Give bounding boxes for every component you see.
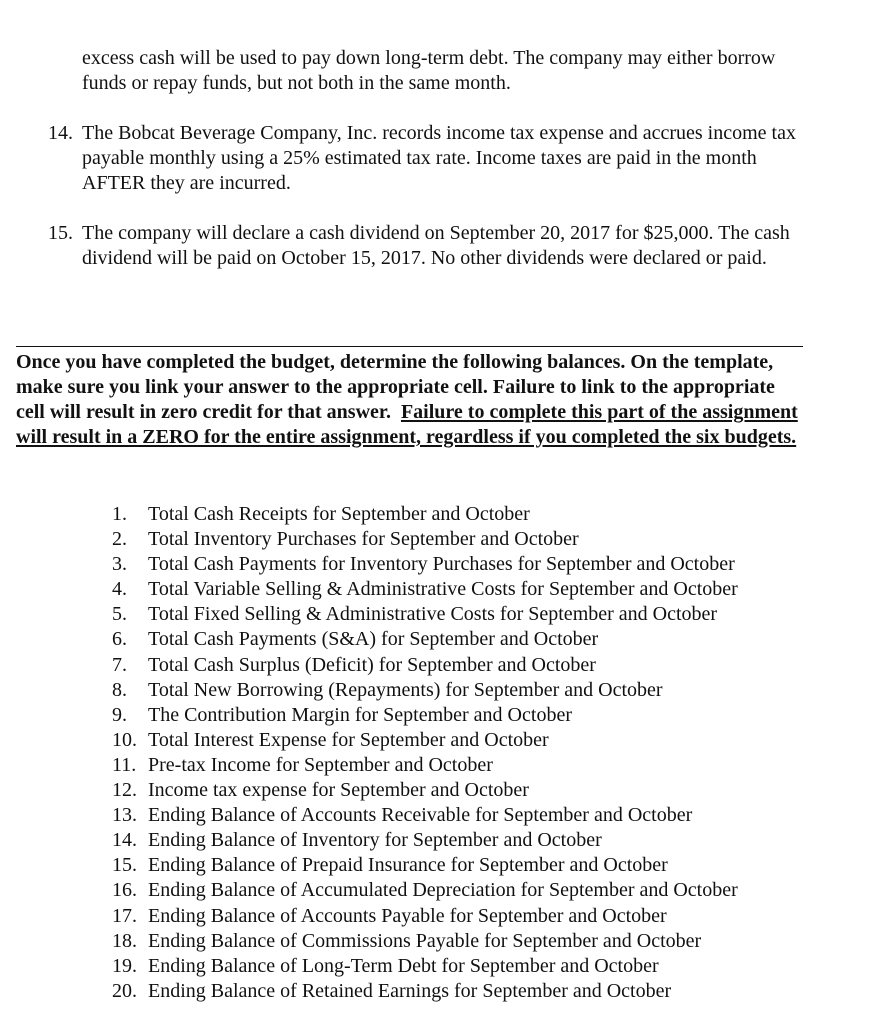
list-item-number: 17. (112, 904, 137, 927)
list-item-number: 1. (112, 503, 127, 525)
instructions-paragraph (16, 350, 806, 450)
assumption-item-15 (48, 221, 808, 271)
list-item-text: Ending Balance of Prepaid Insurance for September and October (148, 854, 668, 877)
list-item-number: 7. (112, 653, 127, 676)
assumption-number: 15. (48, 222, 73, 244)
list-item-text: Total Cash Payments for Inventory Purchases for September and October (148, 553, 735, 576)
list-item-text: Ending Balance of Accounts Receivable for September and October (148, 804, 693, 827)
list-item-text: Ending Balance of Accounts Payable for September and October (148, 904, 667, 927)
list-item (112, 878, 832, 903)
list-item (112, 703, 832, 728)
list-item (112, 929, 832, 954)
list-item (112, 627, 832, 652)
list-item (112, 853, 832, 878)
instructions-warning: Failure to complete this part of the assignment will result in a ZERO for the entire assignment, regardless if you completed the six budgets. (16, 401, 798, 448)
list-item-number: 5. (112, 603, 127, 626)
assumption-text: The Bobcat Beverage Company, Inc. records income tax expense and accrues income tax payable monthly using a 25% estimated tax rate. Income taxes are paid in the month AFTER they are incurred. (82, 122, 796, 194)
list-item-number: 11. (112, 753, 137, 776)
list-item-text: Total Interest Expense for September and October (148, 728, 549, 751)
list-item-number: 16. (112, 879, 137, 902)
balances-list (112, 502, 832, 1004)
list-item (112, 728, 832, 753)
list-item-number: 19. (112, 954, 137, 977)
list-item-number: 4. (112, 578, 127, 601)
list-item-text: Total Fixed Selling & Administrative Costs for September and October (148, 603, 718, 626)
list-item-number: 20. (112, 979, 137, 1002)
instructions-text: Once you have completed the budget, determine the following balances. On the template, make sure you link your answer to the appropriate cell. Failure to link to the appropriate cell will result in zero credit for that answer. (16, 351, 775, 423)
assumption-text: The company will declare a cash dividend on September 20, 2017 for $25,000. The cash dividend will be paid on October 15, 2017. No other dividends were declared or paid. (82, 222, 790, 269)
assumption-number: 14. (48, 122, 73, 144)
list-item-number: 14. (112, 829, 137, 852)
list-item-number: 18. (112, 929, 137, 952)
list-item-text: Ending Balance of Retained Earnings for September and October (148, 979, 672, 1002)
list-item (112, 602, 832, 627)
list-item-text: Total Cash Surplus (Deficit) for September and October (148, 653, 596, 676)
list-item (112, 828, 832, 853)
list-item-text: Total Inventory Purchases for September and October (148, 528, 579, 551)
list-item (112, 678, 832, 703)
list-item (112, 778, 832, 803)
list-item-text: Total New Borrowing (Repayments) for September and October (148, 678, 663, 701)
list-item-text: Total Variable Selling & Administrative Costs for September and October (148, 578, 738, 601)
list-item-text: Ending Balance of Inventory for September and October (148, 829, 602, 852)
list-item (112, 753, 832, 778)
list-item-number: 6. (112, 628, 127, 651)
list-item (112, 803, 832, 828)
list-item (112, 979, 832, 1004)
list-item (112, 904, 832, 929)
list-item-text: Ending Balance of Commissions Payable for September and October (148, 929, 702, 952)
list-item-text: The Contribution Margin for September and October (148, 703, 572, 726)
list-item (112, 502, 832, 527)
list-item (112, 653, 832, 678)
intro-paragraph: excess cash will be used to pay down long-term debt. The company may either borrow funds or repay funds, but not both in the same month. (82, 47, 776, 94)
list-item-number: 9. (112, 703, 127, 726)
list-item-text: Income tax expense for September and October (148, 779, 529, 802)
list-item (112, 527, 832, 552)
list-item-number: 12. (112, 779, 137, 802)
list-item (112, 552, 832, 577)
assumption-item-14 (48, 121, 808, 196)
list-item-number: 2. (112, 528, 127, 551)
list-item-text: Ending Balance of Long-Term Debt for September and October (148, 954, 659, 977)
list-item-text: Total Cash Receipts for September and October (148, 503, 530, 525)
list-item-number: 8. (112, 678, 127, 701)
list-item-number: 15. (112, 854, 137, 877)
list-item-number: 10. (112, 728, 137, 751)
section-divider (16, 346, 803, 347)
list-item-number: 13. (112, 804, 137, 827)
list-item-text: Pre-tax Income for September and October (148, 753, 493, 776)
list-item-text: Total Cash Payments (S&A) for September and October (148, 628, 599, 651)
list-item-text: Ending Balance of Accumulated Depreciation for September and October (148, 879, 738, 902)
list-item (112, 954, 832, 979)
list-item-number: 3. (112, 553, 127, 576)
list-item (112, 577, 832, 602)
